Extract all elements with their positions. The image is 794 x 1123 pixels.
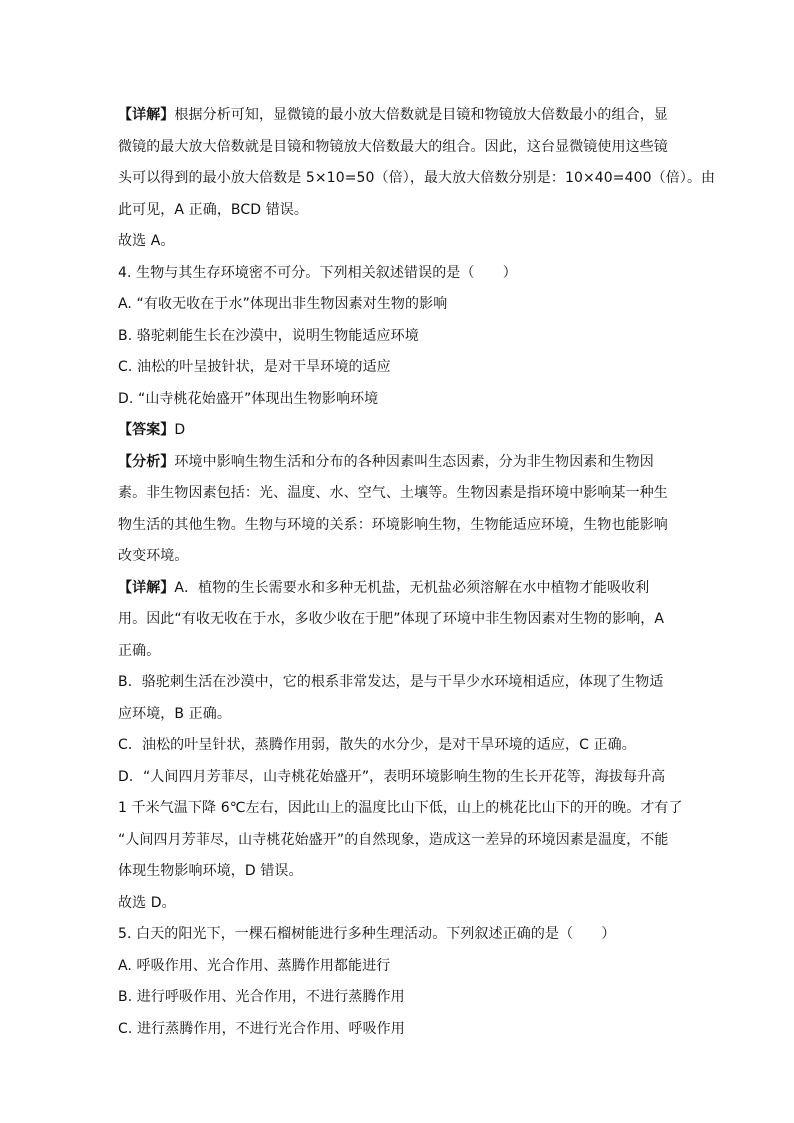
line-text: 环境中影响生物生活和分布的各种因素叫生态因素，分为非生物因素和生物因 <box>174 453 654 470</box>
section-tag: 【答案】 <box>118 422 175 438</box>
section-tag: 【详解】 <box>118 107 175 123</box>
line-text: 体现生物影响环境，D 错误。 <box>118 863 303 879</box>
line-text: 5. 白天的阳光下，一棵石榴树能进行多种生理活动。下列叙述正确的是（ ） <box>118 926 616 942</box>
answer-option <box>118 289 678 321</box>
line-text: 物生活的其他生物。生物与环境的关系：环境影响生物，生物能适应环境，生物也能影响 <box>118 516 668 533</box>
question-stem <box>118 258 678 290</box>
section-tag: 【详解】 <box>118 579 175 596</box>
line-text: A. “有收无收在于水”体现出非生物因素对生物的影响 <box>118 296 448 312</box>
text-line <box>118 541 678 573</box>
text-line <box>118 888 678 920</box>
text-line <box>118 762 678 794</box>
answer-option <box>118 352 678 384</box>
line-text: C. 进行蒸腾作用，不进行光合作用、呼吸作用 <box>118 1020 405 1037</box>
line-text: 头可以得到的最小放大倍数是 5×10=50（倍），最大放大倍数分别是：10×40=400（倍）。由 <box>118 170 716 186</box>
line-text: 微镜的最大放大倍数就是目镜和物镜放大倍数最大的组合。因此，这台显微镜使用这些镜 <box>118 138 668 155</box>
line-text: 4. 生物与其生存环境密不可分。下列相关叙述错误的是（ ） <box>118 264 517 281</box>
line-text: D. “山寺桃花始盛开”体现出生物影响环境 <box>118 390 379 407</box>
line-text: 故选 D。 <box>118 894 176 911</box>
line-text: 此可见，A 正确，BCD 错误。 <box>118 201 308 218</box>
line-text: 正确。 <box>118 642 161 659</box>
line-text: 根据分析可知，显微镜的最小放大倍数就是目镜和物镜放大倍数最小的组合，显 <box>174 107 668 123</box>
text-line <box>118 636 678 668</box>
line-text: 1 千米气温下降 6℃左右，因此山上的温度比山下低，山上的桃花比山下的开的晚。才有了 <box>118 800 683 816</box>
question-stem <box>118 919 678 951</box>
text-line <box>118 447 678 479</box>
text-line <box>118 573 678 605</box>
text-line <box>118 510 678 542</box>
text-line <box>118 163 716 195</box>
text-line <box>118 478 678 510</box>
text-line <box>118 825 678 857</box>
section-tag: 【分析】 <box>118 453 175 470</box>
line-text: 应环境，B 正确。 <box>118 705 231 722</box>
text-line <box>118 793 683 825</box>
line-text: C．油松的叶呈针状，蒸腾作用弱，散失的水分少，是对干旱环境的适应，C 正确。 <box>118 737 636 753</box>
text-line <box>118 100 678 132</box>
line-text: B．骆驼刺生活在沙漠中，它的根系非常发达，是与干旱少水环境相适应，体现了生物适 <box>118 674 664 690</box>
document-body <box>118 100 716 1045</box>
line-text: B. 进行呼吸作用、光合作用，不进行蒸腾作用 <box>118 989 405 1005</box>
line-text: B. 骆驼刺能生长在沙漠中，说明生物能适应环境 <box>118 327 419 344</box>
text-line <box>118 667 678 699</box>
line-text: 改变环境。 <box>118 548 189 564</box>
text-line <box>118 195 678 227</box>
text-line <box>118 730 678 762</box>
text-line <box>118 856 678 888</box>
answer-option <box>118 321 678 353</box>
text-line <box>118 226 678 258</box>
line-text: 素。非生物因素包括：光、温度、水、空气、土壤等。生物因素是指环境中影响某一种生 <box>118 485 668 501</box>
line-text: D <box>174 422 186 438</box>
line-text: “人间四月芳菲尽，山寺桃花始盛开”的自然现象，造成这一差异的环境因素是温度，不能 <box>118 831 669 848</box>
line-text: A．植物的生长需要水和多种无机盐，无机盐必须溶解在水中植物才能吸收利 <box>174 579 650 596</box>
text-line <box>118 604 678 636</box>
answer-option <box>118 982 678 1014</box>
answer-option <box>118 1014 678 1046</box>
text-line <box>118 132 678 164</box>
line-text: 故选 A。 <box>118 233 175 249</box>
answer-option <box>118 951 678 983</box>
line-text: D．“人间四月芳菲尽，山寺桃花始盛开”，表明环境影响生物的生长开花等，海拔每升高 <box>118 768 666 785</box>
text-line <box>118 415 678 447</box>
answer-option <box>118 384 678 416</box>
line-text: 用。因此“有收无收在于水，多收少收在于肥”体现了环境中非生物因素对生物的影响，A <box>118 611 665 627</box>
line-text: C. 油松的叶呈披针状，是对干旱环境的适应 <box>118 359 391 375</box>
text-line <box>118 699 678 731</box>
line-text: A. 呼吸作用、光合作用、蒸腾作用都能进行 <box>118 957 391 974</box>
